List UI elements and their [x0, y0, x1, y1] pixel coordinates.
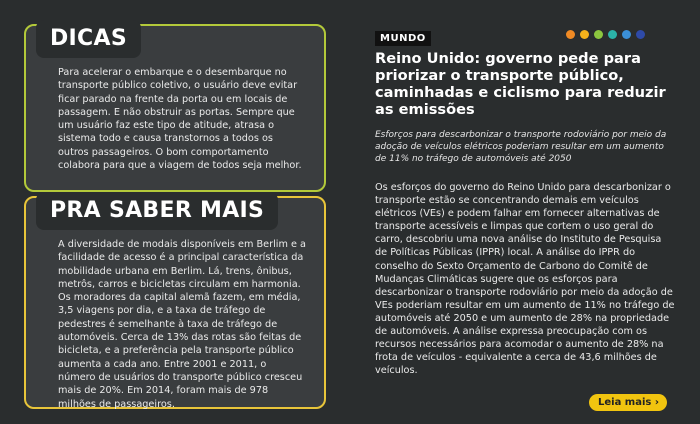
dicas-card: [24, 24, 326, 192]
read-more-label: Leia mais: [598, 397, 652, 408]
article-headline[interactable]: Reino Unido: governo pede para priorizar o transporte público, caminhadas e ciclismo para reduzir as emissões: [375, 50, 666, 118]
section-tag: MUNDO: [375, 31, 431, 46]
news-article: [375, 26, 675, 377]
pra-saber-mais-card: [24, 196, 326, 409]
chevron-right-icon: ›: [654, 397, 659, 408]
dicas-title: DICAS: [36, 20, 141, 58]
article-body: Os esforços do governo do Reino Unido para descarbonizar o transporte estão se concentrando demais em veículos elétricos (VEs) e podem falhar em fornecer alternativas de transporte acessíveis e limpas que cortem o uso geral do carro, descobriu uma nova análise do Instituto de Pesquisa de Políticas Públicas (IPPR) local. A análise do IPPR do conselho do Sexto Orçamento de Carbono do Comitê de Mudanças Climáticas sugere que os esforços para descarbonizar o transporte rodoviário por meio da adoção de VEs poderiam resultar em um aumento de 11% no tráfego de automóveis até 2050 e um aumento de 28% na propriedade de automóveis. A análise expressa preocupação com os recursos necessários para acomodar o aumento de 28% na frota de veículos - equivalente a cerca de 43,6 milhões de veículos.: [375, 182, 675, 377]
read-more-button[interactable]: [589, 394, 667, 411]
pra-saber-mais-title: PRA SABER MAIS: [36, 192, 278, 230]
dicas-text: Para acelerar o embarque e o desembarque no transporte público coletivo, o usuário deve evitar ficar parado na frente da porta ou em locais de passagem. E não obstruir as portas. Sempre que um usuário faz este tipo de atitude, atrasa o sistema todo e causa transtornos a todos os outros passageiros. O bom comportamento colabora para que a viagem de todos seja melhor.: [58, 67, 302, 172]
pra-saber-mais-text: A diversidade de modais disponíveis em Berlim e a facilidade de acesso é a principal característica da mobilidade urbana em Berlim. Lá, trens, ônibus, metrôs, carros e bicicletas circulam em harmonia. Os moradores da capital alemã fazem, em média, 3,5 viagens por dia, e a taxa de tráfego de pedestres é semelhante à taxa de tráfego de automóveis. Cerca de 13% das rotas são feitas de bicicleta, e a preferência pela transporte público aumenta a cada ano. Entre 2001 e 2011, o número de usuários do transporte público cresceu mais de 20%. Em 2014, foram mais de 978 milhões de passageiros.: [58, 239, 306, 410]
article-subtitle: Esforços para descarbonizar o transporte rodoviário por meio da adoção de veículos elétricos poderiam resultar em um aumento de 11% no tráfego de automóveis até 2050: [375, 130, 667, 164]
